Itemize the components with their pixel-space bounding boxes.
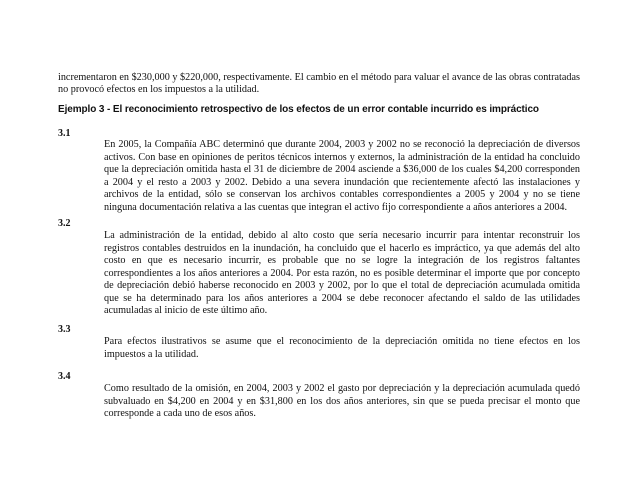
section-text-3-1: En 2005, la Compañía ABC determinó que durante 2004, 2003 y 2002 no se reconoció la depreciación de diversos activos. Con base en opiniones de peritos técnicos internos y externos, la administración de la entidad ha concluido que la depreciación omitida hasta el 31 de diciembre de 2004 asciende a $36,000 de los cuales $4,200 corresponden a 2004 y el resto a 2003 y 2002. Debido a una severa inundación que recientemente afectó las instalaciones y archivos de la entidad, sólo se conservan los archivos contables correspondientes a 2005 y 2004 y no se tiene ninguna documentación relativa a las cuentas que integran el activo fijo correspondiente a años anteriores a 2004. xyxy=(104,139,580,213)
section-number-3-4: 3.4 xyxy=(58,371,71,382)
section-number-3-2: 3.2 xyxy=(58,218,71,229)
section-number-3-3: 3.3 xyxy=(58,324,71,335)
example-heading: Ejemplo 3 - El reconocimiento retrospectivo de los efectos de un error contable incurrido es impráctico xyxy=(58,104,539,115)
section-text-3-4: Como resultado de la omisión, en 2004, 2003 y 2002 el gasto por depreciación y la depreciación acumulada quedó subvaluado en $4,200 en 2004 y en $31,800 en los dos años anteriores, sin que se pueda precisar el monto que corresponde a cada uno de esos años. xyxy=(104,383,580,419)
section-text-3-2: La administración de la entidad, debido al alto costo que sería necesario incurrir para intentar reconstruir los registros contables destruidos en la inundación, ha concluido que el hacerlo es impráctico, ya que además del alto costo en que es necesario incurrir, es probable que no se logre la integración de los registros faltantes correspondientes a los años anteriores a 2004. Por esta razón, no es posible determinar el importe que por concepto de depreciación debió haberse reconocido en 2003 y 2002, por lo que el total de depreciación acumulada omitida que se ha determinado para los años anteriores a 2004 se debe reconocer afectando el saldo de las utilidades acumuladas al inicio de este último año. xyxy=(104,230,580,316)
section-number-3-1: 3.1 xyxy=(58,128,71,139)
section-text-3-3: Para efectos ilustrativos se asume que el reconocimiento de la depreciación omitida no tiene efectos en los impuestos a la utilidad. xyxy=(104,336,580,360)
intro-paragraph: incrementaron en $230,000 y $220,000, respectivamente. El cambio en el método para valuar el avance de las obras contratadas no provocó efectos en los impuestos a la utilidad. xyxy=(58,72,580,96)
